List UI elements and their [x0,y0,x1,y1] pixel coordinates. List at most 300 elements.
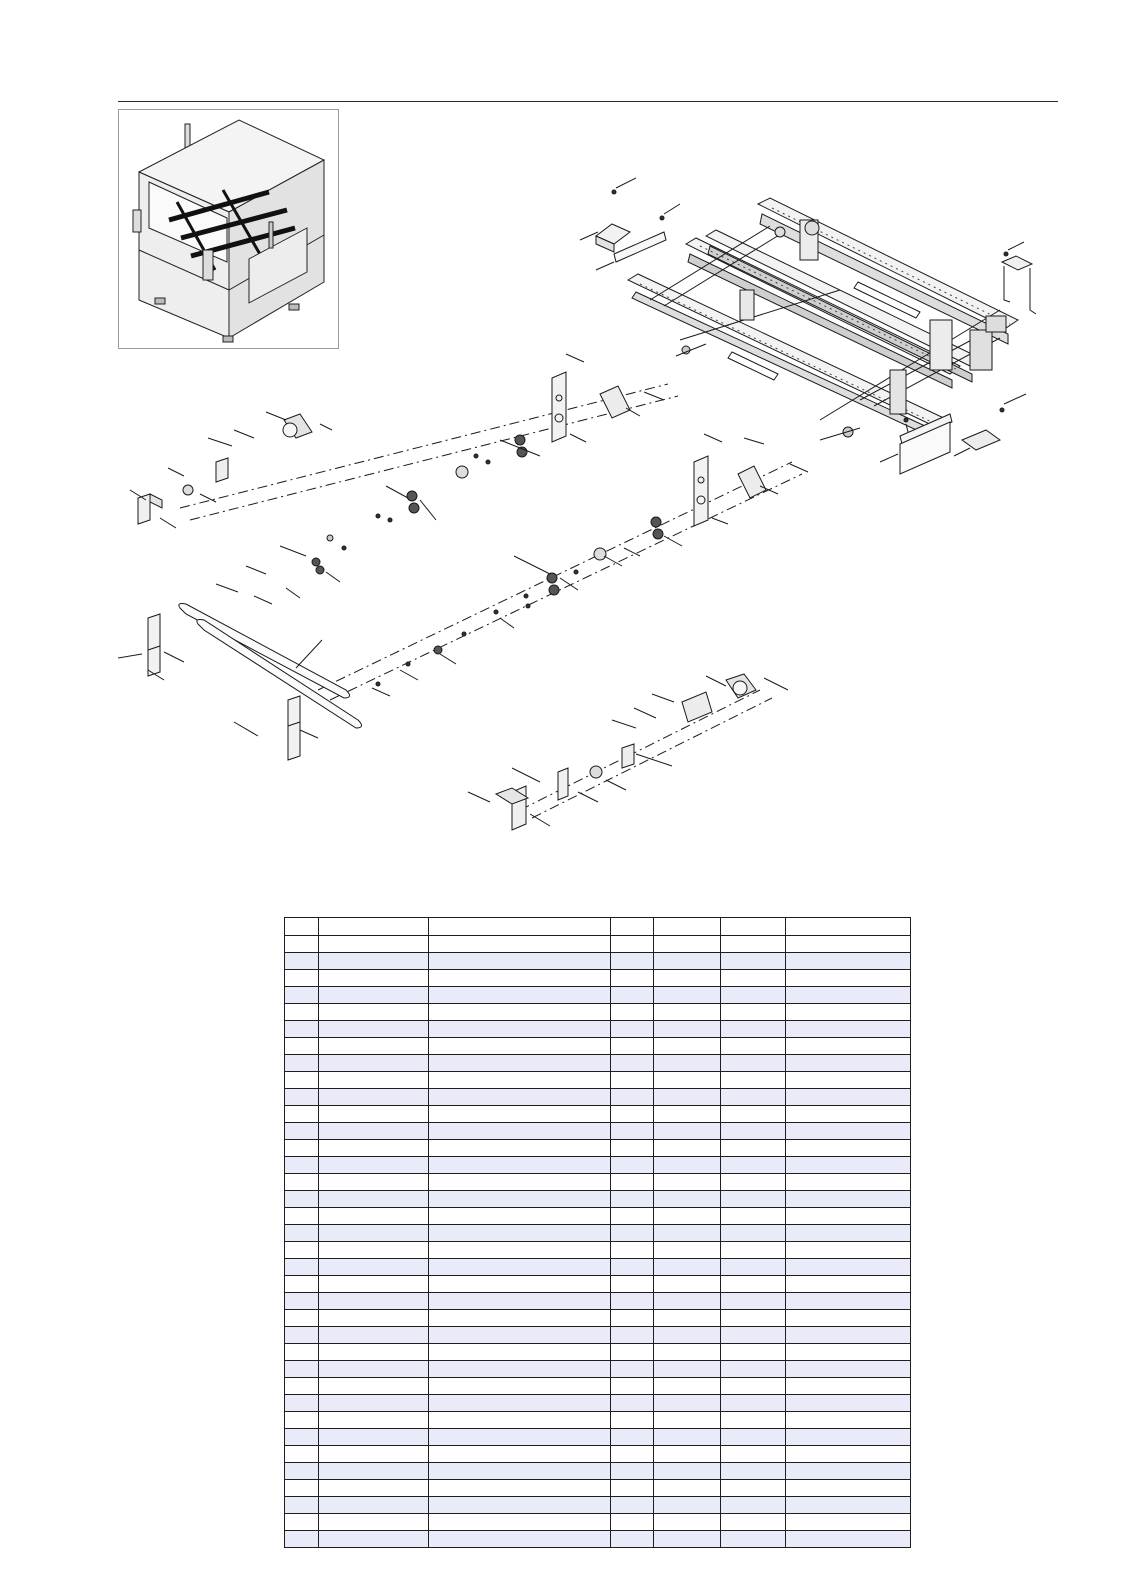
table-cell [319,1021,429,1038]
table-cell [611,1293,654,1310]
table-cell [285,1378,319,1395]
table-cell [654,987,721,1004]
table-cell [654,1310,721,1327]
table-header-row [285,918,911,936]
table-cell [611,1531,654,1548]
table-cell [654,936,721,953]
table-cell [611,1480,654,1497]
header-no [285,918,319,936]
table-cell [285,1276,319,1293]
table-row [285,987,911,1004]
table-cell [611,1344,654,1361]
table-row [285,1089,911,1106]
table-cell [721,1021,786,1038]
table-cell [654,1106,721,1123]
table-cell [654,953,721,970]
table-cell [611,1463,654,1480]
table-cell [654,1191,721,1208]
table-cell [654,1293,721,1310]
table-cell [721,1055,786,1072]
table-cell [319,1463,429,1480]
table-row [285,1174,911,1191]
table-cell [429,1106,611,1123]
table-cell [319,1174,429,1191]
table-cell [429,953,611,970]
table-cell [611,1191,654,1208]
table-cell [285,1395,319,1412]
table-cell [319,1242,429,1259]
table-cell [721,1327,786,1344]
table-row [285,936,911,953]
table-row [285,1344,911,1361]
table-cell [611,1327,654,1344]
table-cell [429,1259,611,1276]
table-cell [285,1021,319,1038]
table-cell [611,1038,654,1055]
table-cell [786,1123,911,1140]
table-cell [319,1225,429,1242]
table-cell [429,936,611,953]
table-cell [786,1259,911,1276]
table-cell [285,1344,319,1361]
table-cell [654,1038,721,1055]
table-row [285,1395,911,1412]
table-cell [319,1123,429,1140]
table-cell [319,1344,429,1361]
header-qty [611,918,654,936]
table-row [285,1208,911,1225]
table-cell [611,1055,654,1072]
table-cell [319,1157,429,1174]
header-description [429,918,611,936]
table-cell [654,1021,721,1038]
table-cell [319,1361,429,1378]
table-cell [654,1123,721,1140]
table-cell [285,1208,319,1225]
table-cell [611,1225,654,1242]
table-cell [786,1480,911,1497]
table-cell [721,1310,786,1327]
table-cell [429,1327,611,1344]
table-cell [319,1038,429,1055]
table-cell [721,1242,786,1259]
table-cell [721,1344,786,1361]
table-cell [721,1293,786,1310]
table-cell [285,1310,319,1327]
table-cell [721,1378,786,1395]
table-row [285,1072,911,1089]
table-row [285,1514,911,1531]
table-cell [786,1412,911,1429]
table-cell [786,1021,911,1038]
table-row [285,1463,911,1480]
table-cell [319,1055,429,1072]
table-row [285,1123,911,1140]
table-cell [319,1531,429,1548]
table-cell [611,1106,654,1123]
table-cell [786,1429,911,1446]
table-cell [611,1157,654,1174]
table-cell [654,1174,721,1191]
table-cell [721,1038,786,1055]
table-cell [721,1259,786,1276]
header-part-number [319,918,429,936]
table-row [285,1310,911,1327]
table-cell [786,953,911,970]
table-cell [786,1106,911,1123]
table-cell [285,1242,319,1259]
table-cell [285,1123,319,1140]
table-cell [721,1174,786,1191]
table-cell [654,1480,721,1497]
table-cell [285,1004,319,1021]
table-cell [429,1514,611,1531]
table-cell [786,1327,911,1344]
table-cell [429,1395,611,1412]
table-cell [285,970,319,987]
table-cell [319,1004,429,1021]
header-col6 [721,918,786,936]
table-row [285,1361,911,1378]
table-cell [611,1412,654,1429]
table-cell [786,1446,911,1463]
table-cell [285,1497,319,1514]
table-cell [786,1225,911,1242]
table-cell [285,1446,319,1463]
table-cell [611,1021,654,1038]
table-cell [654,1327,721,1344]
table-cell [319,1446,429,1463]
table-cell [319,1429,429,1446]
table-cell [654,1344,721,1361]
table-cell [611,1174,654,1191]
table-cell [786,1089,911,1106]
table-cell [285,1293,319,1310]
table-cell [319,1259,429,1276]
table-row [285,1055,911,1072]
table-cell [285,1174,319,1191]
table-cell [721,953,786,970]
table-cell [319,1395,429,1412]
table-row [285,1276,911,1293]
table-cell [654,1378,721,1395]
table-row [285,1191,911,1208]
table-cell [285,1361,319,1378]
table-cell [611,936,654,953]
table-cell [721,1140,786,1157]
table-cell [786,1055,911,1072]
table-cell [611,953,654,970]
lower-drive-line [318,434,808,700]
table-cell [786,1514,911,1531]
table-cell [429,1174,611,1191]
table-cell [611,1089,654,1106]
table-cell [786,1208,911,1225]
table-cell [429,1310,611,1327]
table-cell [786,1242,911,1259]
table-cell [654,1463,721,1480]
table-cell [721,987,786,1004]
table-cell [721,970,786,987]
table-cell [611,1395,654,1412]
table-cell [786,1072,911,1089]
table-cell [654,1259,721,1276]
table-cell [429,1089,611,1106]
table-cell [429,1276,611,1293]
table-cell [285,1225,319,1242]
table-cell [786,1038,911,1055]
table-cell [721,1123,786,1140]
table-cell [786,970,911,987]
table-cell [285,1327,319,1344]
table-cell [429,1021,611,1038]
table-cell [786,987,911,1004]
table-cell [786,1174,911,1191]
table-cell [611,1140,654,1157]
table-cell [611,1276,654,1293]
table-cell [721,1089,786,1106]
table-cell [319,953,429,970]
table-cell [721,1395,786,1412]
table-row [285,1429,911,1446]
table-row [285,1327,911,1344]
table-cell [654,1531,721,1548]
table-cell [654,1242,721,1259]
table-cell [285,1259,319,1276]
belt [179,604,362,729]
table-cell [721,1463,786,1480]
table-cell [721,1412,786,1429]
table-cell [429,1429,611,1446]
table-cell [721,1208,786,1225]
table-row [285,1480,911,1497]
table-row [285,1446,911,1463]
table-row [285,1242,911,1259]
table-cell [611,1429,654,1446]
table-row [285,953,911,970]
table-cell [429,1140,611,1157]
table-cell [654,1497,721,1514]
table-row [285,1004,911,1021]
table-cell [654,1429,721,1446]
table-cell [319,970,429,987]
table-row [285,1157,911,1174]
parts-list-table [284,917,911,1548]
table-cell [611,1242,654,1259]
table-cell [429,1191,611,1208]
table-row [285,1225,911,1242]
table-cell [786,1140,911,1157]
table-cell [786,1293,911,1310]
table-cell [319,1072,429,1089]
table-cell [429,1208,611,1225]
table-cell [429,970,611,987]
table-cell [654,970,721,987]
table-cell [319,1327,429,1344]
header-remarks [786,918,911,936]
table-cell [654,1208,721,1225]
table-cell [654,1361,721,1378]
table-cell [429,1123,611,1140]
table-cell [721,1429,786,1446]
table-cell [721,1225,786,1242]
table-cell [429,1038,611,1055]
table-cell [285,1514,319,1531]
table-cell [319,1191,429,1208]
table-row [285,1106,911,1123]
table-cell [654,1055,721,1072]
table-cell [721,1106,786,1123]
table-cell [654,1004,721,1021]
table-row [285,1038,911,1055]
table-cell [611,1310,654,1327]
table-cell [319,1276,429,1293]
table-cell [285,1089,319,1106]
table-cell [611,1123,654,1140]
table-cell [721,1480,786,1497]
table-cell [429,1412,611,1429]
table-cell [429,1055,611,1072]
table-cell [654,1514,721,1531]
table-cell [429,1480,611,1497]
table-cell [786,1004,911,1021]
table-row [285,1293,911,1310]
table-cell [319,1293,429,1310]
bottom-motor-assembly [468,674,788,830]
table-cell [786,1361,911,1378]
table-cell [611,1004,654,1021]
table-cell [429,987,611,1004]
table-cell [429,1531,611,1548]
table-cell [429,1293,611,1310]
table-cell [285,1038,319,1055]
table-cell [721,1497,786,1514]
table-cell [786,1310,911,1327]
table-cell [319,1378,429,1395]
table-cell [721,1276,786,1293]
table-cell [786,1157,911,1174]
table-cell [429,1157,611,1174]
table-row [285,1259,911,1276]
table-cell [319,1140,429,1157]
table-cell [721,1531,786,1548]
table-cell [654,1157,721,1174]
table-cell [721,1514,786,1531]
table-cell [429,1344,611,1361]
table-cell [285,1055,319,1072]
table-cell [611,1208,654,1225]
table-cell [786,1276,911,1293]
table-cell [654,1089,721,1106]
table-cell [654,1276,721,1293]
table-row [285,970,911,987]
table-cell [285,936,319,953]
table-cell [786,1395,911,1412]
table-cell [285,1191,319,1208]
table-cell [429,1497,611,1514]
table-cell [319,936,429,953]
parts-table-body [285,936,911,1548]
table-cell [285,987,319,1004]
header-col5 [654,918,721,936]
table-cell [786,1378,911,1395]
table-cell [786,1531,911,1548]
table-row [285,1378,911,1395]
table-cell [721,1446,786,1463]
upper-drive-line [130,354,678,604]
table-cell [654,1395,721,1412]
table-cell [611,1259,654,1276]
table-cell [285,1480,319,1497]
table-cell [611,970,654,987]
table-cell [786,936,911,953]
table-cell [285,1463,319,1480]
table-row [285,1140,911,1157]
table-cell [319,1106,429,1123]
table-cell [611,1378,654,1395]
table-cell [319,1480,429,1497]
table-cell [721,1004,786,1021]
table-cell [429,1361,611,1378]
table-cell [721,936,786,953]
table-cell [611,1446,654,1463]
table-cell [285,1531,319,1548]
table-cell [319,1208,429,1225]
table-cell [786,1497,911,1514]
table-cell [429,1446,611,1463]
table-cell [654,1446,721,1463]
table-cell [654,1225,721,1242]
table-cell [285,953,319,970]
table-cell [285,1157,319,1174]
table-cell [429,1004,611,1021]
table-row [285,1497,911,1514]
table-cell [611,1072,654,1089]
table-cell [285,1106,319,1123]
table-cell [319,1514,429,1531]
table-cell [721,1191,786,1208]
table-cell [654,1072,721,1089]
table-cell [319,1089,429,1106]
table-cell [611,1361,654,1378]
table-cell [319,1412,429,1429]
table-cell [319,987,429,1004]
table-cell [429,1378,611,1395]
table-cell [285,1072,319,1089]
table-row [285,1021,911,1038]
table-cell [721,1072,786,1089]
table-cell [786,1463,911,1480]
table-cell [285,1412,319,1429]
table-cell [611,1514,654,1531]
table-cell [429,1225,611,1242]
table-row [285,1412,911,1429]
table-cell [721,1157,786,1174]
table-cell [429,1463,611,1480]
table-cell [654,1140,721,1157]
table-cell [611,987,654,1004]
table-cell [429,1072,611,1089]
table-cell [429,1242,611,1259]
table-cell [319,1497,429,1514]
table-cell [721,1361,786,1378]
table-cell [611,1497,654,1514]
conveyor-frame [628,198,1018,440]
table-cell [786,1191,911,1208]
table-cell [786,1344,911,1361]
table-cell [285,1140,319,1157]
table-row [285,1531,911,1548]
